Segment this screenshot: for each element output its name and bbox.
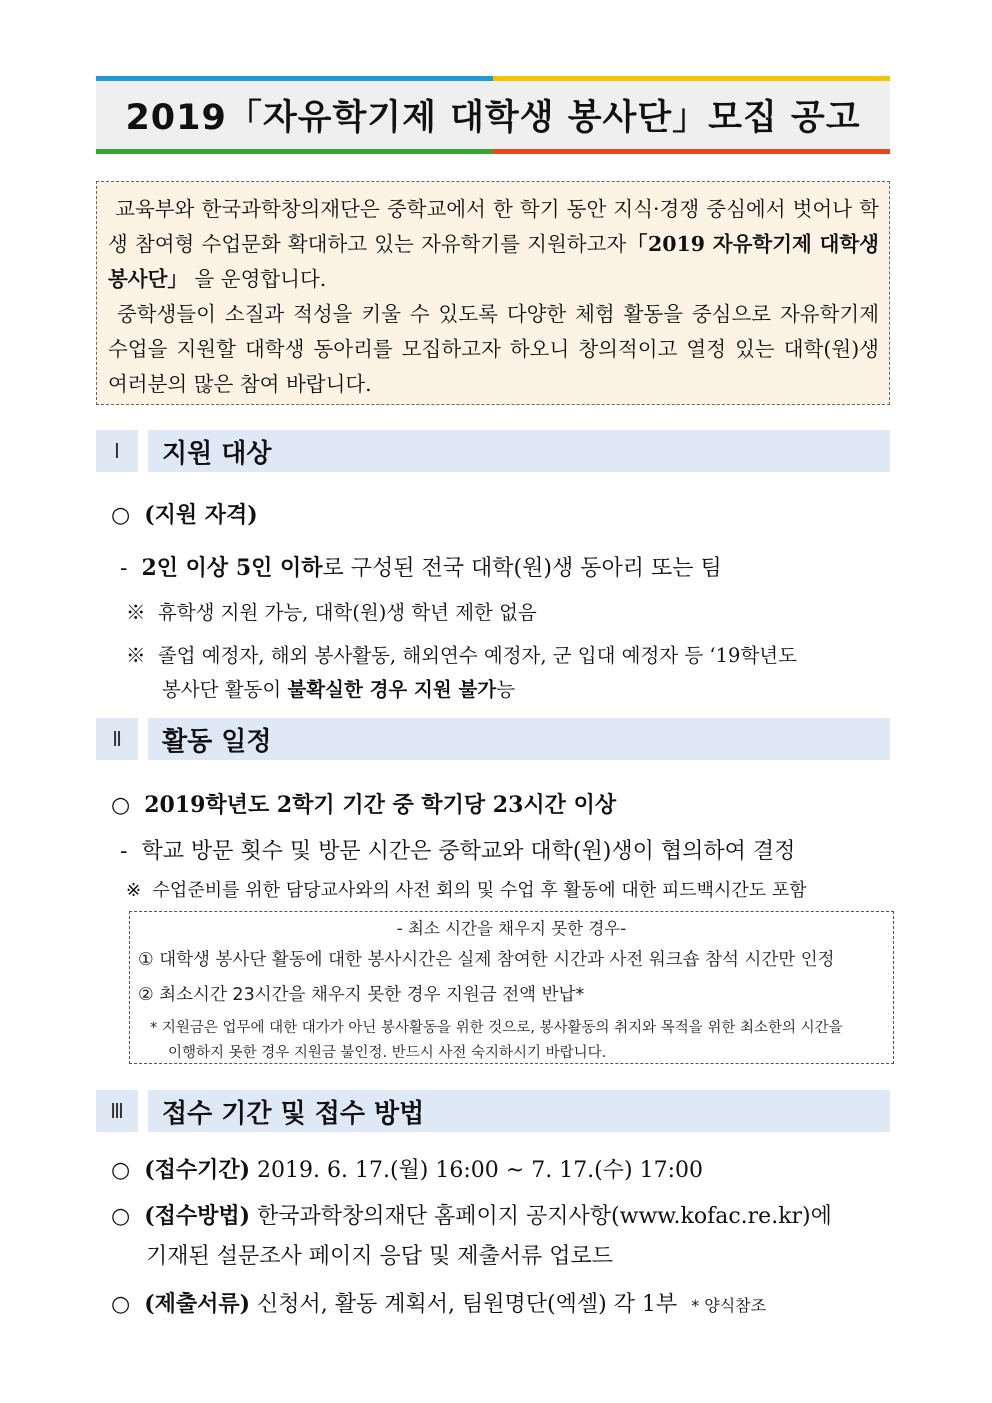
bullet-eligibility: ○ (지원 자격) bbox=[111, 502, 258, 528]
intro-program-name: 「2019 자유학기제 대학생 봉사단」 bbox=[108, 232, 879, 291]
dash-team-size: - 2인 이상 5인 이하로 구성된 전국 대학(원)생 동아리 또는 팀 bbox=[120, 555, 722, 581]
notice-line-1: ① 대학생 봉사단 활동에 대한 봉사시간은 실제 참여한 시간과 사전 워크숍 참석 시간만 인정 bbox=[138, 950, 835, 970]
page-title: 2019「자유학기제 대학생 봉사단」모집 공고 bbox=[125, 98, 861, 138]
notice-line-2: ② 최소시간 23시간을 채우지 못한 경우 지원금 전액 반납* bbox=[138, 985, 585, 1005]
bullet-schedule: ○ 2019학년도 2학기 기간 중 학기당 23시간 이상 bbox=[111, 792, 617, 818]
notice-footnote-1: * 지원금은 업무에 대한 대가가 아닌 봉사활동을 위한 것으로, 봉사활동의 취지와 목적을 위한 최소한의 시간을 bbox=[150, 1020, 843, 1036]
bullet-application-method: ○ (접수방법) 한국과학창의재단 홈페이지 공지사항(www.kofac.re.kr)에 bbox=[111, 1203, 832, 1229]
section-header-1 bbox=[96, 430, 890, 472]
section-title: 지원 대상 bbox=[148, 430, 890, 472]
notice-footnote-2: 이행하지 못한 경우 지원금 불인정. 반드시 사전 숙지하시기 바랍니다. bbox=[168, 1045, 607, 1061]
section-number: Ⅲ bbox=[96, 1090, 138, 1132]
section-title: 활동 일정 bbox=[148, 718, 890, 760]
section-number: Ⅱ bbox=[96, 718, 138, 760]
intro-box bbox=[96, 181, 890, 405]
section-header-3 bbox=[96, 1090, 890, 1132]
note-graduates: ※ 졸업 예정자, 해외 봉사활동, 해외연수 예정자, 군 입대 예정자 등 ‘19학년도 bbox=[126, 644, 797, 667]
note-feedback-time: ※ 수업준비를 위한 담당교사와의 사전 회의 및 수업 후 활동에 대한 피드백시간도 포함 bbox=[126, 880, 807, 901]
minimum-hours-notice bbox=[129, 911, 894, 1064]
bullet-required-documents: ○ (제출서류) 신청서, 활동 계획서, 팀원명단(엑셀) 각 1부 * 양식참조 bbox=[111, 1291, 767, 1317]
form-reference: * 양식참조 bbox=[691, 1296, 767, 1315]
intro-paragraph-2: 중학생들이 소질과 적성을 키울 수 있도록 다양한 체험 활동을 중심으로 자유학기제 수업을 지원할 대학생 동아리를 모집하고자 하오니 창의적이고 열정 있는 대학(원)생 여러분의 많은 참여 바랍니다. bbox=[108, 302, 879, 396]
note-leave-students: ※ 휴학생 지원 가능, 대학(원)생 학년 제한 없음 bbox=[126, 601, 537, 624]
section-header-2 bbox=[96, 718, 890, 760]
title-box bbox=[96, 81, 890, 149]
section-number: Ⅰ bbox=[96, 430, 138, 472]
intro-paragraph-1: 교육부와 한국과학창의재단은 중학교에서 한 학기 동안 지식·경쟁 중심에서 벗어나 학생 참여형 수업문화 확대하고 있는 자유학기를 지원하고자「2019 자유학기제 대학생 봉사단」 을 운영합니다. bbox=[108, 197, 879, 291]
application-method-cont: 기재된 설문조사 페이지 응답 및 제출서류 업로드 bbox=[146, 1244, 614, 1269]
notice-title: - 최소 시간을 채우지 못한 경우- bbox=[396, 919, 627, 938]
title-bottom-bar bbox=[96, 149, 890, 154]
section-title: 접수 기간 및 접수 방법 bbox=[148, 1090, 890, 1132]
bullet-application-period: ○ (접수기간) 2019. 6. 17.(월) 16:00 ~ 7. 17.(수) 17:00 bbox=[111, 1157, 703, 1183]
note-graduates-cont: 봉사단 활동이 불확실한 경우 지원 불가능 bbox=[162, 678, 516, 701]
dash-visit-info: - 학교 방문 횟수 및 방문 시간은 중학교와 대학(원)생이 협의하여 결정 bbox=[120, 839, 796, 864]
title-banner bbox=[96, 76, 890, 154]
